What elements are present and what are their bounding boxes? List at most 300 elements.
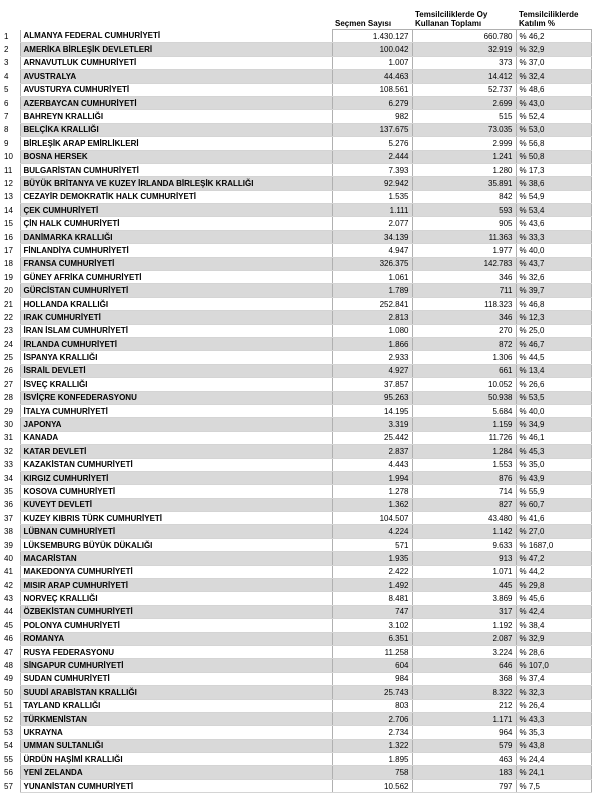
oy-kullanan: 11.726	[412, 431, 516, 444]
katilim-yuzde: % 45,3	[516, 445, 591, 458]
table-row	[2, 257, 591, 270]
row-number: 24	[4, 339, 13, 349]
country-name: UKRAYNA	[20, 726, 332, 739]
table-row	[2, 418, 591, 431]
oy-kullanan: 1.071	[412, 565, 516, 578]
country-name: IRAK CUMHURİYETİ	[20, 311, 332, 324]
oy-kullanan: 1.553	[412, 458, 516, 471]
table-row	[2, 498, 591, 511]
table-row	[2, 351, 591, 364]
oy-kullanan: 1.306	[412, 351, 516, 364]
voter-table	[2, 4, 592, 793]
katilim-yuzde: % 43,9	[516, 471, 591, 484]
secmen-sayisi: 6.351	[332, 632, 412, 645]
row-number: 42	[4, 580, 13, 590]
table-row	[2, 378, 591, 391]
row-number: 38	[4, 527, 13, 537]
katilim-yuzde: % 45,6	[516, 592, 591, 605]
row-number: 25	[4, 353, 13, 363]
oy-kullanan: 660.780	[412, 30, 516, 43]
oy-kullanan: 43.480	[412, 512, 516, 525]
row-number: 1	[4, 31, 9, 41]
secmen-sayisi: 6.279	[332, 96, 412, 109]
row-number: 54	[4, 741, 13, 751]
oy-kullanan: 50.938	[412, 391, 516, 404]
table-row	[2, 779, 591, 792]
katilim-yuzde: % 29,8	[516, 579, 591, 592]
katilim-yuzde: % 53,0	[516, 123, 591, 136]
table-row	[2, 565, 591, 578]
secmen-sayisi: 1.935	[332, 552, 412, 565]
oy-kullanan: 11.363	[412, 230, 516, 243]
katilim-yuzde: % 47,2	[516, 552, 591, 565]
row-number: 51	[4, 701, 13, 711]
header-row	[2, 4, 591, 30]
table-row	[2, 404, 591, 417]
secmen-sayisi: 44.463	[332, 70, 412, 83]
row-number: 2	[4, 45, 9, 55]
katilim-yuzde: % 44,5	[516, 351, 591, 364]
country-name: KUZEY KIBRIS TÜRK CUMHURİYETİ	[20, 512, 332, 525]
oy-kullanan: 142.783	[412, 257, 516, 270]
table-row	[2, 686, 591, 699]
secmen-sayisi: 92.942	[332, 177, 412, 190]
oy-kullanan: 1.159	[412, 418, 516, 431]
row-number: 47	[4, 647, 13, 657]
oy-kullanan: 1.977	[412, 244, 516, 257]
table-row	[2, 431, 591, 444]
table-row	[2, 364, 591, 377]
country-name: BÜYÜK BRİTANYA VE KUZEY İRLANDA BİRLEŞİK KRALLIĞI	[20, 177, 332, 190]
secmen-sayisi: 100.042	[332, 43, 412, 56]
country-name: LÜKSEMBURG BÜYÜK DÜKALIĞI	[20, 538, 332, 551]
katilim-yuzde: % 53,5	[516, 391, 591, 404]
country-name: İSPANYA KRALLIĞI	[20, 351, 332, 364]
secmen-sayisi: 4.947	[332, 244, 412, 257]
table-row	[2, 96, 591, 109]
katilim-yuzde: % 48,6	[516, 83, 591, 96]
country-name: YENİ ZELANDA	[20, 766, 332, 779]
row-number: 20	[4, 286, 13, 296]
secmen-sayisi: 2.837	[332, 445, 412, 458]
katilim-yuzde: % 54,9	[516, 190, 591, 203]
secmen-sayisi: 10.562	[332, 779, 412, 792]
country-name: AZERBAYCAN CUMHURİYETİ	[20, 96, 332, 109]
row-number: 4	[4, 71, 9, 81]
katilim-yuzde: % 32,9	[516, 632, 591, 645]
row-number: 30	[4, 420, 13, 430]
country-name: FİNLANDİYA CUMHURİYETİ	[20, 244, 332, 257]
secmen-sayisi: 104.507	[332, 512, 412, 525]
secmen-sayisi: 1.535	[332, 190, 412, 203]
oy-kullanan: 317	[412, 605, 516, 618]
secmen-sayisi: 604	[332, 659, 412, 672]
country-name: İRLANDA CUMHURİYETİ	[20, 337, 332, 350]
table-row	[2, 56, 591, 69]
row-number: 41	[4, 567, 13, 577]
country-name: BAHREYN KRALLIĞI	[20, 110, 332, 123]
oy-kullanan: 646	[412, 659, 516, 672]
table-row	[2, 632, 591, 645]
table-row	[2, 458, 591, 471]
secmen-sayisi: 95.263	[332, 391, 412, 404]
katilim-yuzde: % 25,0	[516, 324, 591, 337]
row-number: 33	[4, 460, 13, 470]
katilim-yuzde: % 13,4	[516, 364, 591, 377]
secmen-sayisi: 4.224	[332, 525, 412, 538]
katilim-yuzde: % 50,8	[516, 150, 591, 163]
katilim-yuzde: % 35,0	[516, 458, 591, 471]
row-number: 49	[4, 674, 13, 684]
country-name: TAYLAND KRALLIĞI	[20, 699, 332, 712]
row-number: 53	[4, 728, 13, 737]
oy-kullanan: 515	[412, 110, 516, 123]
secmen-sayisi: 25.743	[332, 686, 412, 699]
table-row	[2, 512, 591, 525]
row-number: 17	[4, 245, 13, 255]
katilim-yuzde: % 33,3	[516, 230, 591, 243]
country-name: İSRAİL DEVLETİ	[20, 364, 332, 377]
row-number: 45	[4, 620, 13, 630]
katilim-yuzde: % 40,0	[516, 404, 591, 417]
country-name: CEZAYİR DEMOKRATİK HALK CUMHURİYETİ	[20, 190, 332, 203]
country-name: İRAN İSLAM CUMHURİYETİ	[20, 324, 332, 337]
table-row	[2, 43, 591, 56]
row-number: 28	[4, 393, 13, 403]
oy-kullanan: 183	[412, 766, 516, 779]
oy-kullanan: 346	[412, 271, 516, 284]
row-number: 55	[4, 754, 13, 764]
row-number: 14	[4, 205, 13, 215]
country-name: ARNAVUTLUK CUMHURİYETİ	[20, 56, 332, 69]
row-number: 39	[4, 540, 13, 550]
secmen-sayisi: 11.258	[332, 645, 412, 658]
katilim-yuzde: % 32,6	[516, 271, 591, 284]
row-number: 8	[4, 125, 9, 135]
secmen-sayisi: 1.061	[332, 271, 412, 284]
country-name: SİNGAPUR CUMHURİYETİ	[20, 659, 332, 672]
secmen-sayisi: 25.442	[332, 431, 412, 444]
oy-kullanan: 368	[412, 672, 516, 685]
katilim-yuzde: % 46,8	[516, 297, 591, 310]
row-number: 50	[4, 687, 13, 697]
table-row	[2, 190, 591, 203]
oy-kullanan: 797	[412, 779, 516, 792]
row-number: 3	[4, 58, 9, 68]
row-number: 56	[4, 768, 13, 778]
table-row	[2, 712, 591, 725]
table-row	[2, 592, 591, 605]
country-name: NORVEÇ KRALLIĞI	[20, 592, 332, 605]
country-name: FRANSA CUMHURİYETİ	[20, 257, 332, 270]
katilim-yuzde: % 39,7	[516, 284, 591, 297]
oy-kullanan: 913	[412, 552, 516, 565]
country-name: BULGARİSTAN CUMHURİYETİ	[20, 163, 332, 176]
country-name: BELÇİKA KRALLIĞI	[20, 123, 332, 136]
country-name: ÜRDÜN HAŞİMİ KRALLIĞI	[20, 753, 332, 766]
row-number: 12	[4, 178, 13, 188]
row-number: 18	[4, 259, 13, 269]
row-number: 40	[4, 553, 13, 563]
katilim-yuzde: % 43,7	[516, 257, 591, 270]
country-name: GÜNEY AFRİKA CUMHURİYETİ	[20, 271, 332, 284]
country-name: DANİMARKA KRALLIĞI	[20, 230, 332, 243]
country-name: ÇİN HALK CUMHURİYETİ	[20, 217, 332, 230]
table-row	[2, 137, 591, 150]
katilim-yuzde: % 56,8	[516, 137, 591, 150]
secmen-sayisi: 1.278	[332, 485, 412, 498]
table-row	[2, 445, 591, 458]
secmen-sayisi: 2.444	[332, 150, 412, 163]
table-row	[2, 552, 591, 565]
country-name: İSVEÇ KRALLIĞI	[20, 378, 332, 391]
oy-kullanan: 1.142	[412, 525, 516, 538]
secmen-sayisi: 3.319	[332, 418, 412, 431]
secmen-sayisi: 1.994	[332, 471, 412, 484]
header-katilim: Temsilciliklerde Katılım %	[516, 4, 591, 30]
oy-kullanan: 2.999	[412, 137, 516, 150]
country-name: LÜBNAN CUMHURİYETİ	[20, 525, 332, 538]
row-number: 22	[4, 312, 13, 322]
oy-kullanan: 661	[412, 364, 516, 377]
katilim-yuzde: % 37,4	[516, 672, 591, 685]
row-number: 46	[4, 634, 13, 644]
secmen-sayisi: 7.393	[332, 163, 412, 176]
secmen-sayisi: 137.675	[332, 123, 412, 136]
row-number: 15	[4, 219, 13, 229]
country-name: SUUDİ ARABİSTAN KRALLIĞI	[20, 686, 332, 699]
oy-kullanan: 1.171	[412, 712, 516, 725]
katilim-yuzde: % 32,3	[516, 686, 591, 699]
secmen-sayisi: 1.866	[332, 337, 412, 350]
country-name: AVUSTURYA CUMHURİYETİ	[20, 83, 332, 96]
oy-kullanan: 2.699	[412, 96, 516, 109]
table-row	[2, 70, 591, 83]
secmen-sayisi: 982	[332, 110, 412, 123]
table-row	[2, 659, 591, 672]
table-row	[2, 230, 591, 243]
row-number: 7	[4, 112, 9, 122]
oy-kullanan: 8.322	[412, 686, 516, 699]
table-row	[2, 391, 591, 404]
table-row	[2, 123, 591, 136]
oy-kullanan: 905	[412, 217, 516, 230]
secmen-sayisi: 2.813	[332, 311, 412, 324]
row-number: 21	[4, 299, 13, 309]
secmen-sayisi: 1.080	[332, 324, 412, 337]
oy-kullanan: 5.684	[412, 404, 516, 417]
katilim-yuzde: % 46,1	[516, 431, 591, 444]
oy-kullanan: 52.737	[412, 83, 516, 96]
katilim-yuzde: % 52,4	[516, 110, 591, 123]
country-name: KAZAKİSTAN CUMHURİYETİ	[20, 458, 332, 471]
country-name: YUNANİSTAN CUMHURİYETİ	[20, 779, 332, 792]
country-name: KATAR DEVLETİ	[20, 445, 332, 458]
table-row	[2, 605, 591, 618]
secmen-sayisi: 1.492	[332, 579, 412, 592]
secmen-sayisi: 1.895	[332, 753, 412, 766]
secmen-sayisi: 571	[332, 538, 412, 551]
row-number: 19	[4, 272, 13, 282]
secmen-sayisi: 1.362	[332, 498, 412, 511]
secmen-sayisi: 803	[332, 699, 412, 712]
oy-kullanan: 593	[412, 204, 516, 217]
header-oy-kullanan: Temsilciliklerde Oy Kullanan Toplamı	[412, 4, 516, 30]
katilim-yuzde: % 32,9	[516, 43, 591, 56]
secmen-sayisi: 5.276	[332, 137, 412, 150]
country-name: HOLLANDA KRALLIĞI	[20, 297, 332, 310]
row-number: 52	[4, 714, 13, 724]
header-name	[20, 4, 332, 30]
katilim-yuzde: % 53,4	[516, 204, 591, 217]
secmen-sayisi: 34.139	[332, 230, 412, 243]
oy-kullanan: 373	[412, 56, 516, 69]
table-row	[2, 110, 591, 123]
row-number: 48	[4, 661, 13, 671]
secmen-sayisi: 1.430.127	[332, 30, 412, 43]
katilim-yuzde: % 27,0	[516, 525, 591, 538]
oy-kullanan: 10.052	[412, 378, 516, 391]
secmen-sayisi: 747	[332, 605, 412, 618]
table-row	[2, 297, 591, 310]
oy-kullanan: 714	[412, 485, 516, 498]
country-name: GÜRCİSTAN CUMHURİYETİ	[20, 284, 332, 297]
secmen-sayisi: 758	[332, 766, 412, 779]
table-row	[2, 217, 591, 230]
table-row	[2, 244, 591, 257]
oy-kullanan: 9.633	[412, 538, 516, 551]
row-number: 26	[4, 366, 13, 376]
table-row	[2, 337, 591, 350]
table-row	[2, 579, 591, 592]
table-row	[2, 471, 591, 484]
secmen-sayisi: 37.857	[332, 378, 412, 391]
country-name: TÜRKMENİSTAN	[20, 712, 332, 725]
oy-kullanan: 964	[412, 726, 516, 739]
secmen-sayisi: 2.422	[332, 565, 412, 578]
secmen-sayisi: 1.789	[332, 284, 412, 297]
oy-kullanan: 876	[412, 471, 516, 484]
table-row	[2, 30, 591, 43]
oy-kullanan: 2.087	[412, 632, 516, 645]
row-number: 44	[4, 607, 13, 617]
oy-kullanan: 1.280	[412, 163, 516, 176]
katilim-yuzde: % 107,0	[516, 659, 591, 672]
oy-kullanan: 14.412	[412, 70, 516, 83]
table-row	[2, 311, 591, 324]
country-name: MACARİSTAN	[20, 552, 332, 565]
katilim-yuzde: % 28,6	[516, 645, 591, 658]
katilim-yuzde: % 43,8	[516, 739, 591, 752]
country-name: KANADA	[20, 431, 332, 444]
secmen-sayisi: 984	[332, 672, 412, 685]
country-name: AMERİKA BİRLEŞİK DEVLETLERİ	[20, 43, 332, 56]
row-number: 27	[4, 379, 13, 389]
katilim-yuzde: % 41,6	[516, 512, 591, 525]
oy-kullanan: 711	[412, 284, 516, 297]
oy-kullanan: 346	[412, 311, 516, 324]
row-number: 34	[4, 473, 13, 483]
table-row	[2, 485, 591, 498]
oy-kullanan: 73.035	[412, 123, 516, 136]
katilim-yuzde: % 35,3	[516, 726, 591, 739]
table-row	[2, 163, 591, 176]
oy-kullanan: 445	[412, 579, 516, 592]
secmen-sayisi: 4.927	[332, 364, 412, 377]
country-name: KUVEYT DEVLETİ	[20, 498, 332, 511]
oy-kullanan: 1.192	[412, 619, 516, 632]
oy-kullanan: 118.323	[412, 297, 516, 310]
country-name: ÖZBEKİSTAN CUMHURİYETİ	[20, 605, 332, 618]
katilim-yuzde: % 55,9	[516, 485, 591, 498]
katilim-yuzde: % 38,4	[516, 619, 591, 632]
row-number: 29	[4, 406, 13, 416]
table-row	[2, 150, 591, 163]
row-number: 16	[4, 232, 13, 242]
oy-kullanan: 1.284	[412, 445, 516, 458]
country-name: ÇEK CUMHURİYETİ	[20, 204, 332, 217]
row-number: 32	[4, 446, 13, 456]
row-number: 37	[4, 513, 13, 523]
row-number: 9	[4, 138, 9, 148]
oy-kullanan: 827	[412, 498, 516, 511]
secmen-sayisi: 14.195	[332, 404, 412, 417]
secmen-sayisi: 4.443	[332, 458, 412, 471]
katilim-yuzde: % 26,4	[516, 699, 591, 712]
katilim-yuzde: % 60,7	[516, 498, 591, 511]
katilim-yuzde: % 38,6	[516, 177, 591, 190]
secmen-sayisi: 252.841	[332, 297, 412, 310]
country-name: İSVİÇRE KONFEDERASYONU	[20, 391, 332, 404]
katilim-yuzde: % 32,4	[516, 70, 591, 83]
row-number: 23	[4, 326, 13, 336]
katilim-yuzde: % 26,6	[516, 378, 591, 391]
row-number: 5	[4, 85, 9, 95]
table-row	[2, 538, 591, 551]
secmen-sayisi: 2.933	[332, 351, 412, 364]
katilim-yuzde: % 46,2	[516, 30, 591, 43]
table-body	[2, 30, 591, 793]
table-row	[2, 739, 591, 752]
country-name: AVUSTRALYA	[20, 70, 332, 83]
country-name: MAKEDONYA CUMHURİYETİ	[20, 565, 332, 578]
country-name: RUSYA FEDERASYONU	[20, 645, 332, 658]
table-row	[2, 672, 591, 685]
secmen-sayisi: 1.111	[332, 204, 412, 217]
country-name: UMMAN SULTANLIĞI	[20, 739, 332, 752]
table-row	[2, 204, 591, 217]
oy-kullanan: 3.224	[412, 645, 516, 658]
table-row	[2, 699, 591, 712]
header-num	[2, 4, 20, 30]
row-number: 13	[4, 192, 13, 202]
oy-kullanan: 32.919	[412, 43, 516, 56]
table-row	[2, 766, 591, 779]
country-name: POLONYA CUMHURİYETİ	[20, 619, 332, 632]
katilim-yuzde: % 24,4	[516, 753, 591, 766]
secmen-sayisi: 2.077	[332, 217, 412, 230]
country-name: KOSOVA CUMHURİYETİ	[20, 485, 332, 498]
country-name: MISIR ARAP CUMHURİYETİ	[20, 579, 332, 592]
oy-kullanan: 872	[412, 337, 516, 350]
katilim-yuzde: % 43,0	[516, 96, 591, 109]
oy-kullanan: 1.241	[412, 150, 516, 163]
oy-kullanan: 35.891	[412, 177, 516, 190]
secmen-sayisi: 3.102	[332, 619, 412, 632]
katilim-yuzde: % 17,3	[516, 163, 591, 176]
oy-kullanan: 212	[412, 699, 516, 712]
oy-kullanan: 579	[412, 739, 516, 752]
